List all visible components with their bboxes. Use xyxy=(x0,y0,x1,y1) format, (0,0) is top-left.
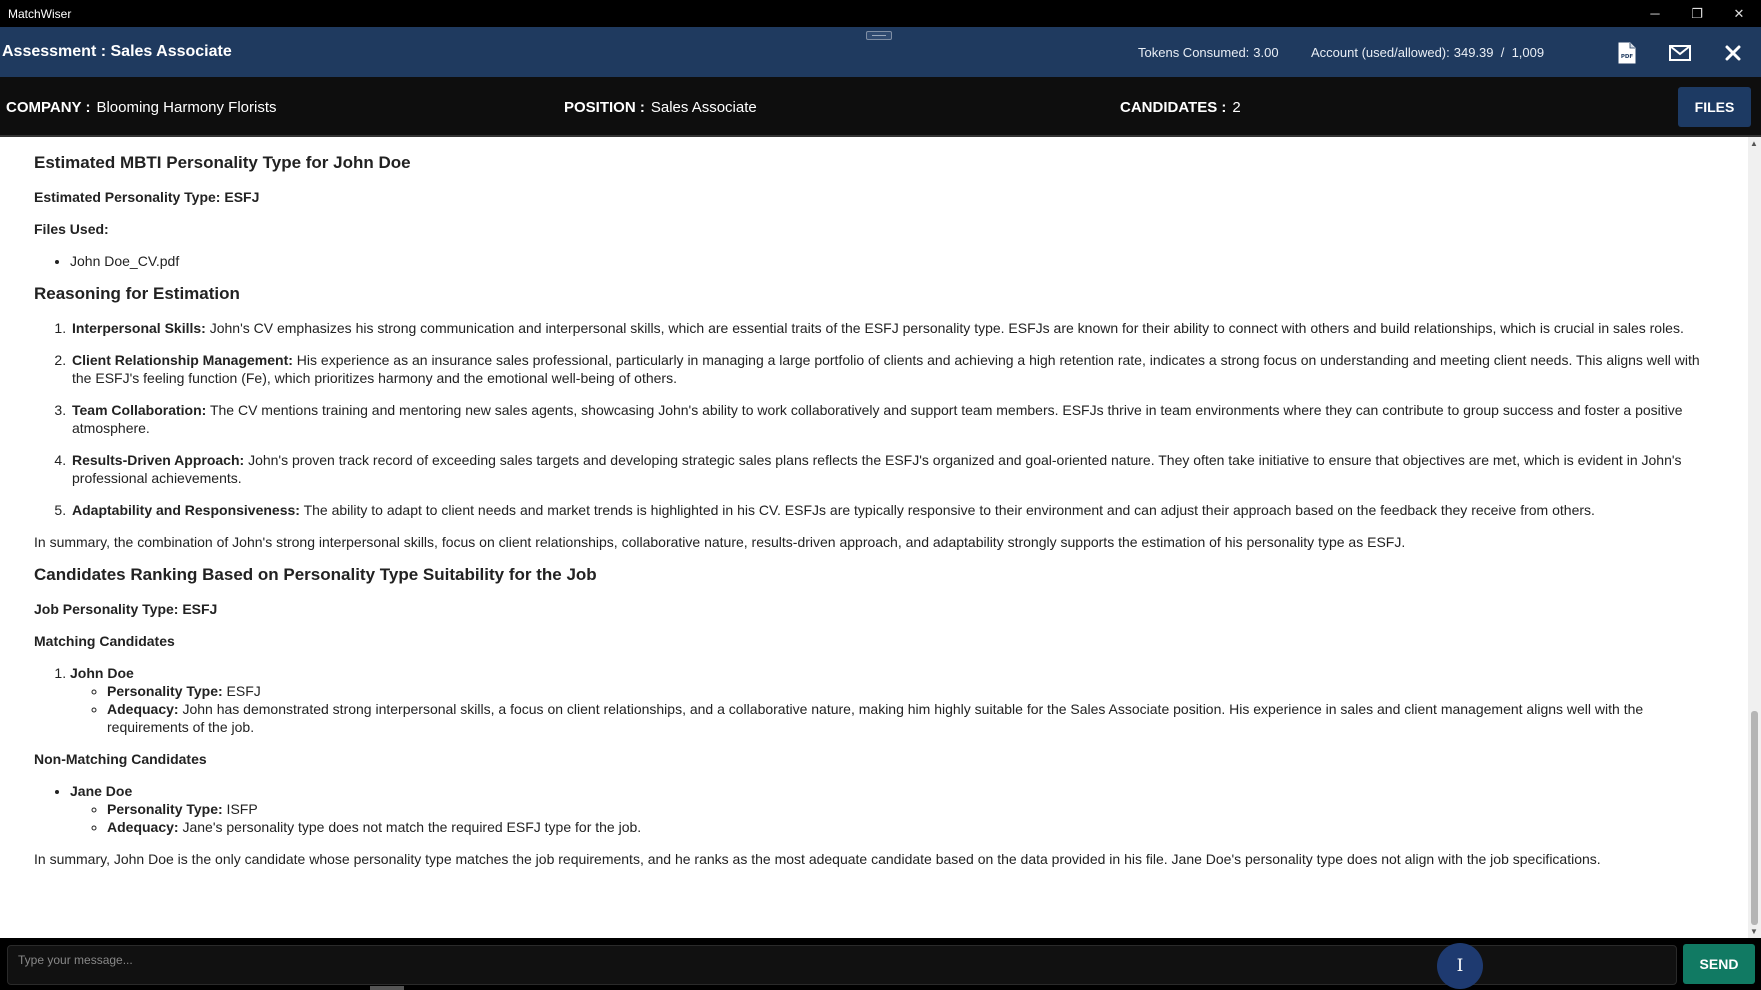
reasons-list xyxy=(70,319,1714,519)
send-button[interactable]: SEND xyxy=(1683,944,1755,984)
adequacy-label: Adequacy: xyxy=(107,819,179,835)
message-input[interactable] xyxy=(7,945,1677,985)
assessment-header xyxy=(0,27,1761,77)
ranking-heading: Candidates Ranking Based on Personality Type Suitability for the Job xyxy=(34,565,597,584)
company-label: COMPANY : xyxy=(6,99,91,116)
candidates-label: CANDIDATES : xyxy=(1120,99,1227,116)
assessment-info-bar xyxy=(0,77,1761,137)
assessment-title: Assessment : Sales Associate xyxy=(2,43,232,60)
type-value: ESFJ xyxy=(222,683,261,699)
reason-text: His experience as an insurance sales professional, particularly in managing a large portfolio of clients and achieving a high retention rate, indicates a strong focus on understanding and meeting client needs. This aligns well with the ESFJ's feeling function (Fe), which prioritizes harmony and the emotional well-being of others. xyxy=(72,352,1700,386)
job-personality-type: Job Personality Type: ESFJ xyxy=(34,601,218,617)
candidate-name: John Doe xyxy=(70,665,134,681)
account-usage xyxy=(1311,45,1544,60)
list-item xyxy=(107,800,1714,818)
type-label: Personality Type: xyxy=(107,801,223,817)
list-item xyxy=(70,451,1714,487)
files-list xyxy=(70,252,1714,270)
candidates-value: 2 xyxy=(1232,99,1241,116)
reason-title: Results-Driven Approach: xyxy=(72,452,245,468)
reason-title: Client Relationship Management: xyxy=(72,352,293,368)
reason-text: The ability to adapt to client needs and market trends is highlighted in his CV. ESFJs are typically responsive to their environment and can adjust their approach based on the feedback they receive from others. xyxy=(299,502,1595,518)
minimize-icon[interactable]: ─ xyxy=(1650,6,1660,21)
position-value: Sales Associate xyxy=(650,99,757,116)
nonmatching-label: Non-Matching Candidates xyxy=(34,751,207,767)
mbti-heading: Estimated MBTI Personality Type for John Doe xyxy=(34,153,411,172)
adequacy-value: Jane's personality type does not match the required ESFJ type for the job. xyxy=(178,819,642,835)
list-item xyxy=(70,351,1714,387)
app-title: MatchWiser xyxy=(8,7,72,21)
company-value: Blooming Harmony Florists xyxy=(96,99,277,116)
candidate-details xyxy=(107,800,1714,836)
list-item xyxy=(70,501,1714,519)
scroll-up-icon[interactable]: ▲ xyxy=(1750,139,1758,148)
list-item xyxy=(70,782,1714,836)
type-value: ISFP xyxy=(222,801,258,817)
list-item xyxy=(107,682,1714,700)
type-label: Personality Type: xyxy=(107,683,223,699)
matching-label: Matching Candidates xyxy=(34,633,175,649)
candidate-name: Jane Doe xyxy=(70,783,133,799)
tokens-value: 3.00 xyxy=(1253,45,1279,60)
scroll-down-icon[interactable]: ▼ xyxy=(1750,927,1758,936)
assessment-content xyxy=(0,137,1748,938)
position-label: POSITION : xyxy=(564,99,645,116)
account-value: 349.39 / 1,009 xyxy=(1453,45,1545,60)
summary-estimation: In summary, the combination of John's strong interpersonal skills, focus on client relationships, collaborative nature, results-driven approach, and adaptability strongly supports the estimation of his personality type as ESFJ. xyxy=(34,534,1406,550)
matching-candidates-list xyxy=(70,664,1714,736)
list-item xyxy=(70,664,1714,736)
svg-text:PDF: PDF xyxy=(1620,54,1634,60)
candidate-details xyxy=(107,682,1714,736)
tokens-label: Tokens Consumed: xyxy=(1138,45,1250,60)
horizontal-scroll-indicator xyxy=(370,986,404,990)
content-scrollbar[interactable] xyxy=(1748,137,1761,938)
reason-title: Adaptability and Responsiveness: xyxy=(72,502,300,518)
close-icon[interactable] xyxy=(1718,38,1748,68)
pdf-icon[interactable] xyxy=(1612,38,1642,68)
list-item xyxy=(70,319,1714,337)
files-used-label: Files Used: xyxy=(34,221,109,237)
reasoning-heading: Reasoning for Estimation xyxy=(34,284,240,303)
candidates-info xyxy=(1120,99,1241,116)
files-button[interactable]: FILES xyxy=(1678,87,1751,127)
window-titlebar xyxy=(0,0,1761,27)
list-item: • John Doe_CV.pdf xyxy=(70,252,1714,270)
adequacy-value: John has demonstrated strong interpersonal skills, a focus on client relationships, and a collaborative nature, making him highly suitable for the Sales Associate position. His experience in sales and client management aligns well with the requirements of the job. xyxy=(107,701,1644,735)
summary-ranking: In summary, John Doe is the only candidate whose personality type matches the job requirements, and he ranks as the most adequate candidate based on the data provided in his file. Jane Doe's personality type does not align with the job specifications. xyxy=(34,851,1601,867)
message-bar xyxy=(0,938,1761,990)
drag-handle-icon[interactable] xyxy=(866,31,892,40)
estimated-type: Estimated Personality Type: ESFJ xyxy=(34,189,260,205)
reason-text: John's CV emphasizes his strong communication and interpersonal skills, which are essential traits of the ESFJ personality type. ESFJs are known for their ability to connect with others and build relationships, which is crucial in sales roles. xyxy=(205,320,1684,336)
list-item xyxy=(107,818,1714,836)
mail-icon[interactable] xyxy=(1665,38,1695,68)
scroll-thumb[interactable] xyxy=(1751,711,1758,925)
reason-text: The CV mentions training and mentoring new sales agents, showcasing John's ability to work collaboratively and support team members. ESFJs thrive in team environments where they can contribute to group success and foster a positive atmosphere. xyxy=(72,402,1683,436)
restore-icon[interactable]: ❐ xyxy=(1691,5,1703,21)
list-item xyxy=(107,700,1714,736)
nonmatching-candidates-list xyxy=(70,782,1714,836)
company-info xyxy=(6,99,277,116)
window-close-icon[interactable]: ✕ xyxy=(1733,5,1745,21)
reason-title: Interpersonal Skills: xyxy=(72,320,206,336)
adequacy-label: Adequacy: xyxy=(107,701,179,717)
account-label: Account (used/allowed): xyxy=(1311,45,1450,60)
position-info xyxy=(564,99,757,116)
reason-text: John's proven track record of exceeding sales targets and developing strategic sales plans reflects the ESFJ's organized and goal-oriented nature. They often take initiative to ensure that objectives are met, which is evident in John's professional achievements. xyxy=(72,452,1682,486)
tokens-consumed xyxy=(1138,45,1279,60)
reason-title: Team Collaboration: xyxy=(72,402,207,418)
text-cursor-icon: I xyxy=(1437,943,1483,989)
list-item xyxy=(70,401,1714,437)
